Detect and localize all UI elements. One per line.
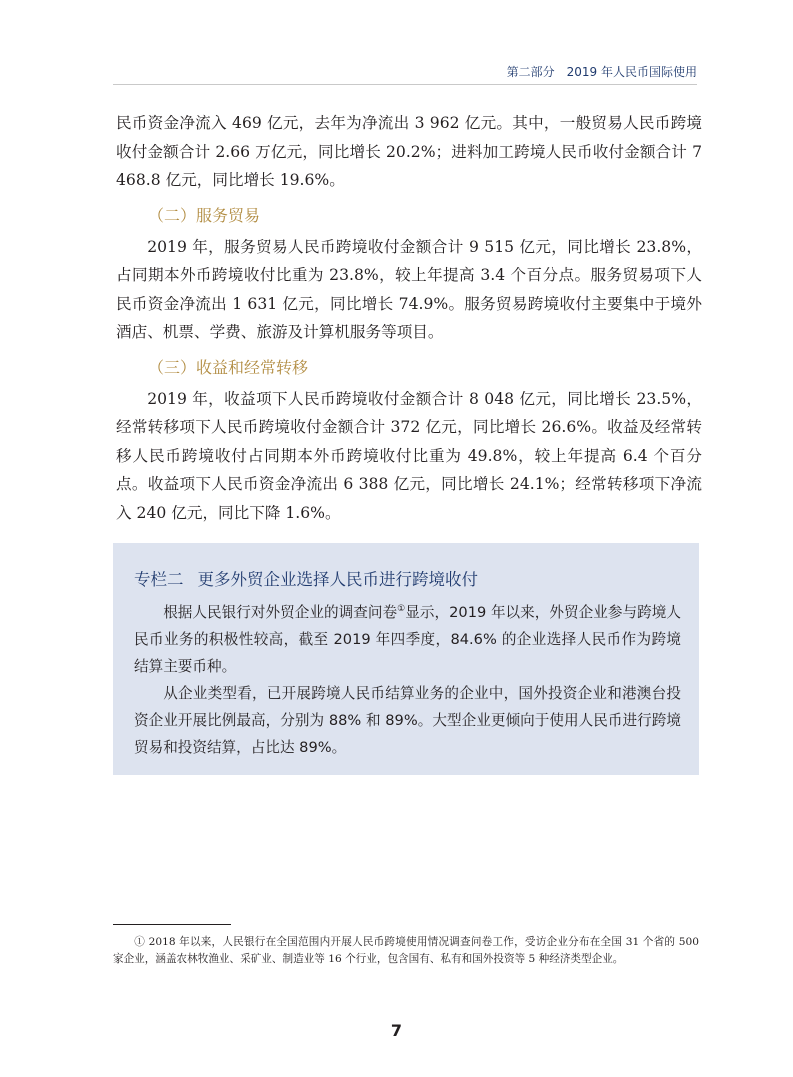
footnote-line	[113, 934, 699, 968]
header-rule	[113, 84, 697, 85]
box-paragraph-1-start: 根据人民银行对外贸企业的调查问卷	[163, 604, 398, 621]
box-content	[134, 599, 681, 761]
footnote	[113, 934, 699, 968]
box-label: 专栏二	[134, 570, 184, 589]
header-title: 2019 年人民币国际使用	[566, 65, 697, 79]
header-part: 第二部分	[506, 65, 555, 79]
section-heading-income-transfers: （三）收益和经常转移	[148, 357, 309, 377]
box-paragraph-1-end: 显示，2019 年以来，外贸企业参与跨境人民币业务的积极性较高，截至 2019 年四季度，84.6% 的企业选择人民币作为跨境结算主要币种。	[134, 604, 682, 675]
box-paragraph-1	[134, 599, 681, 680]
box-title	[134, 566, 478, 590]
box-heading: 更多外贸企业选择人民币进行跨境收付	[197, 570, 478, 589]
page-number: 7	[390, 1021, 403, 1040]
main-body	[116, 109, 702, 527]
services-trade-paragraph: 2019 年，服务贸易人民币跨境收付金额合计 9 515 亿元，同比增长 23.8%，占同期本外币跨境收付比重为 23.8%，较上年提高 3.4 个百分点。服务贸易项下人民币资金净流出 1 631 亿元，同比增长 74.9%。服务贸易跨境收付主要集中于境外酒店、机票、学费、旅游及计算机服务等项目。	[116, 237, 702, 341]
footnote-mark: ①	[134, 936, 145, 948]
section-heading-services-trade: （二）服务贸易	[148, 205, 261, 225]
intro-paragraph: 民币资金净流入 469 亿元，去年为净流出 3 962 亿元。其中，一般贸易人民币跨境收付金额合计 2.66 万亿元，同比增长 20.2%；进料加工跨境人民币收付金额合计 7 468.8 亿元，同比增长 19.6%。	[116, 114, 702, 189]
box-paragraph-2: 从企业类型看，已开展跨境人民币结算业务的企业中，国外投资企业和港澳台投资企业开展比例最高，分别为 88% 和 89%。大型企业更倾向于使用人民币进行跨境贸易和投资结算，占比达 89%。	[134, 685, 681, 756]
footnote-reference[interactable]: ①	[397, 604, 406, 615]
footnote-text: 2018 年以来，人民银行在全国范围内开展人民币跨境使用情况调查问卷工作，受访企业分布在全国 31 个省的 500 家企业，涵盖农林牧渔业、采矿业、制造业等 16 个行业，包含国有、私有和国外投资等 5 种经济类型企业。	[113, 936, 700, 965]
income-transfers-paragraph: 2019 年，收益项下人民币跨境收付金额合计 8 048 亿元，同比增长 23.5%，经常转移项下人民币跨境收付金额合计 372 亿元，同比增长 26.6%。收益及经常转移人民币跨境收付占同期本外币跨境收付比重为 49.8%，较上年提高 6.4 个百分点。收益项下人民币资金净流出 6 388 亿元，同比增长 24.1%；经常转移项下净流入 240 亿元，同比下降 1.6%。	[116, 389, 702, 522]
column-box	[113, 543, 699, 775]
running-header	[507, 63, 697, 80]
footnote-rule	[113, 924, 231, 925]
